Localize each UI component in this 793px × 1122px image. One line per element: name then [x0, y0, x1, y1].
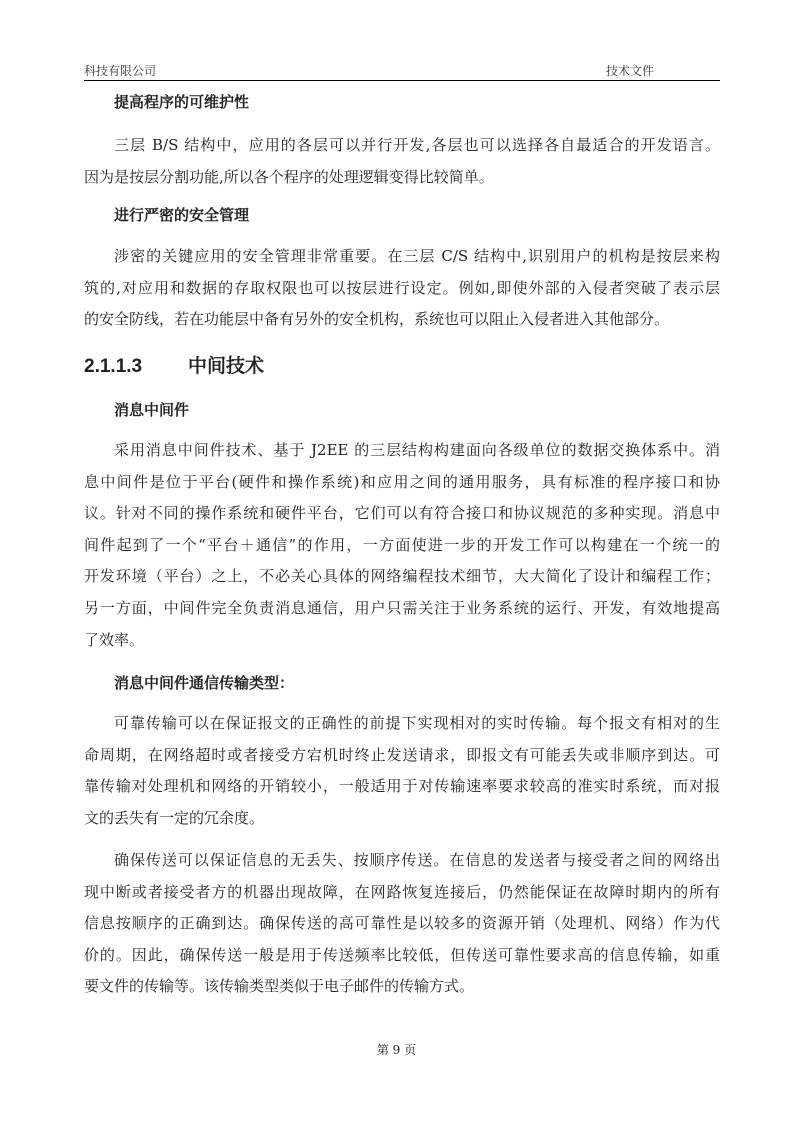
header-doc-type: 技术文件 [606, 64, 655, 78]
paragraph [84, 130, 720, 193]
paragraph-line: 三层 B/S 结构中，应用的各层可以并行开发,各层也可以选择各自最适合的开发语言。 [114, 136, 720, 154]
subheading: 消息中间件通信传输类型： [114, 674, 295, 692]
header-company: 科技有限公司 [84, 64, 157, 78]
paragraph [84, 241, 720, 336]
paragraph-line: 了效率。 [84, 630, 145, 649]
header-divider [84, 80, 720, 81]
subheading: 提高程序的可维护性 [114, 93, 250, 111]
paragraph-line: 息中间件是位于平台(硬件和操作系统)和应用之间的通用服务，具有标准的程序接口和协 [84, 472, 720, 491]
paragraph-line: 开发环境（平台）之上，不必关心具体的网络编程技术细节，大大简化了设计和编程工作； [84, 567, 720, 586]
section-number: 2.1.1.3 [84, 356, 143, 377]
paragraph-line: 要文件的传输等。该传输类型类似于电子邮件的传输方式。 [84, 977, 475, 996]
paragraph-line: 价的。因此，确保传送一般是用于传送频率比较低，但传送可靠性要求高的信息传输，如重 [84, 945, 720, 964]
paragraph-line: 靠传输对处理机和网络的开销较小，一般适用于对传输速率要求较高的准实时系统，而对报 [84, 777, 720, 796]
paragraph-line: 因为是按层分割功能,所以各个程序的处理逻辑变得比较简单。 [84, 167, 494, 186]
paragraph [84, 435, 720, 656]
paragraph-line: 的安全防线，若在功能层中备有另外的安全机构，系统也可以阻止入侵者进入其他部分。 [84, 310, 670, 329]
page-number: 第 9 页 [376, 1043, 417, 1057]
paragraph-line: 间件起到了一个“平台＋通信”的作用，一方面使进一步的开发工作可以构建在一个统一的 [84, 535, 720, 554]
paragraph-line: 信息按顺序的正确到达。确保传送的高可靠性是以较多的资源开销（处理机、网络）作为代 [84, 914, 720, 933]
paragraph-line: 文的丢失有一定的冗余度。 [84, 808, 265, 827]
paragraph-line: 确保传送可以保证信息的无丢失、按顺序传送。在信息的发送者与接受者之间的网络出 [114, 851, 720, 869]
paragraph-line: 命周期，在网络超时或者接受方宕机时终止发送请求，即报文有可能丢失或非顺序到达。可 [84, 745, 720, 764]
paragraph-line: 议。针对不同的操作系统和硬件平台，它们可以有符合接口和协议规范的多种实现。消息中 [84, 504, 720, 523]
paragraph-line: 现中断或者接受者方的机器出现故障，在网路恢复连接后，仍然能保证在故障时期内的所有 [84, 882, 720, 901]
paragraph [84, 708, 720, 834]
subheading: 进行严密的安全管理 [114, 206, 250, 224]
paragraph-line: 另一方面，中间件完全负责消息通信，用户只需关注于业务系统的运行、开发，有效地提高 [84, 598, 720, 617]
paragraph-line: 采用消息中间件技术、基于 J2EE 的三层结构构建面向各级单位的数据交换体系中。消 [114, 441, 720, 459]
paragraph [84, 845, 720, 1003]
paragraph-line: 涉密的关键应用的安全管理非常重要。在三层 C/S 结构中,识别用户的机构是按层来构 [114, 247, 720, 265]
section-heading [84, 355, 720, 379]
subheading: 消息中间件 [114, 401, 190, 419]
paragraph-line: 可靠传输可以在保证报文的正确性的前提下实现相对的实时传输。每个报文有相对的生 [114, 714, 720, 732]
paragraph-line: 筑的,对应用和数据的存取权限也可以按层进行设定。例如,即使外部的入侵者突破了表示层 [84, 278, 720, 297]
section-title: 中间技术 [188, 356, 265, 377]
